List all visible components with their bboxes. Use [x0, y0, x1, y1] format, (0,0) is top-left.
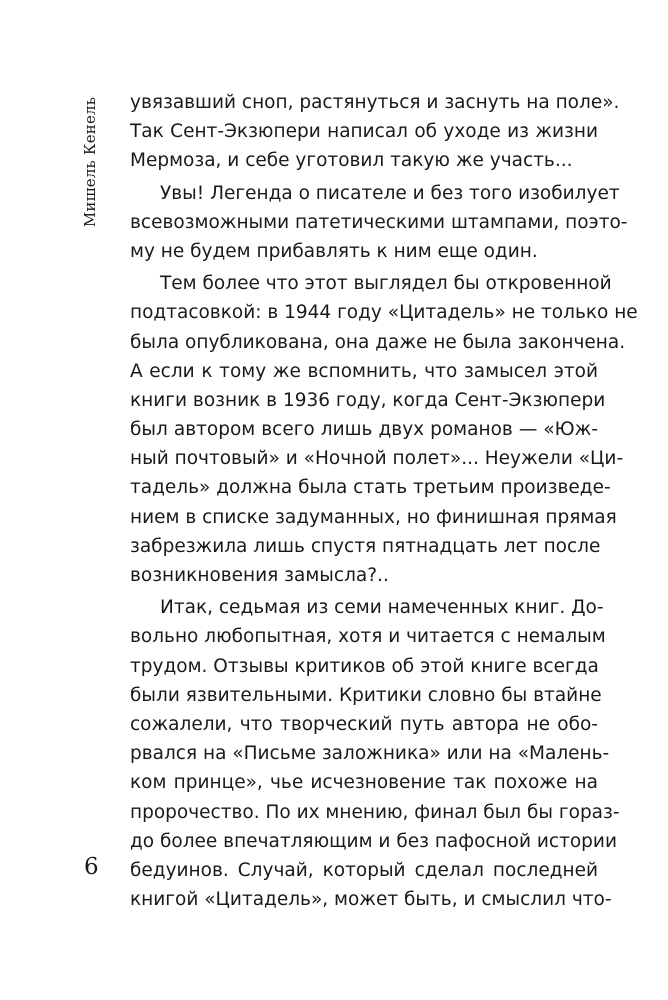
text-line: была опубликована, она даже не была закончена.: [130, 331, 626, 353]
text-line: книги возник в 1936 году, когда Сент-Экзюпери: [130, 389, 606, 411]
text-line: нием в списке задуманных, но финишная прямая: [130, 506, 617, 528]
text-line: трудом. Отзывы критиков об этой книге всегда: [130, 655, 599, 677]
text-line: возникновения замысла?..: [130, 565, 389, 586]
text-line: сожалели, что творческий путь автора не обо-: [130, 713, 598, 735]
text-line: пророчество. По их мнению, финал был бы гораз-: [130, 801, 620, 823]
page-number: 6: [84, 854, 99, 880]
text-line: забрезжила лишь спустя пятнадцать лет после: [130, 535, 601, 557]
paragraph-start-line: Итак, седьмая из семи намеченных книг. До-: [160, 597, 604, 619]
running-head: [76, 92, 104, 232]
body-text: [130, 88, 638, 914]
text-line: всевозможными патетическими штампами, поэто-: [130, 211, 628, 233]
text-line: му не будем прибавлять к ним еще один.: [130, 240, 538, 262]
text-line: увязавший сноп, растянуться и заснуть на поле».: [130, 92, 620, 113]
running-head-text: Мишель Кенель: [81, 96, 99, 228]
text-line: ный почтовый» и «Ночной полет»... Неужели «Ци-: [130, 448, 624, 470]
text-line: вольно любопытная, хотя и читается с немалым: [130, 626, 606, 648]
text-line: ком принце», чье исчезновение так похоже на: [130, 772, 598, 794]
text-line: бедуинов. Случай, который сделал последней: [130, 859, 598, 881]
text-line: до более впечатляющим и без пафосной истории: [130, 830, 617, 852]
text-line: тадель» должна была стать третьим произведе-: [130, 477, 611, 499]
text-line: А если к тому же вспомнить, что замысел этой: [130, 360, 598, 382]
text-line: Так Сент-Экзюпери написал об уходе из жизни: [130, 121, 598, 143]
text-line: был автором всего лишь двух романов — «Юж-: [130, 419, 598, 441]
paragraph-start-line: Увы! Легенда о писателе и без того изобилует: [160, 182, 620, 204]
text-line: рвался на «Письме заложника» или на «Малень-: [130, 743, 610, 765]
text-line: были язвительными. Критики словно бы втайне: [130, 684, 602, 706]
text-line: Мермоза, и себе уготовил такую же участь...: [130, 150, 573, 172]
text-line: книгой «Цитадель», может быть, и смыслил что-: [130, 889, 612, 911]
text-line: подтасовкой: в 1944 году «Цитадель» не только не: [130, 302, 638, 324]
paragraph-start-line: Тем более что этот выглядел бы откровенной: [160, 273, 612, 295]
